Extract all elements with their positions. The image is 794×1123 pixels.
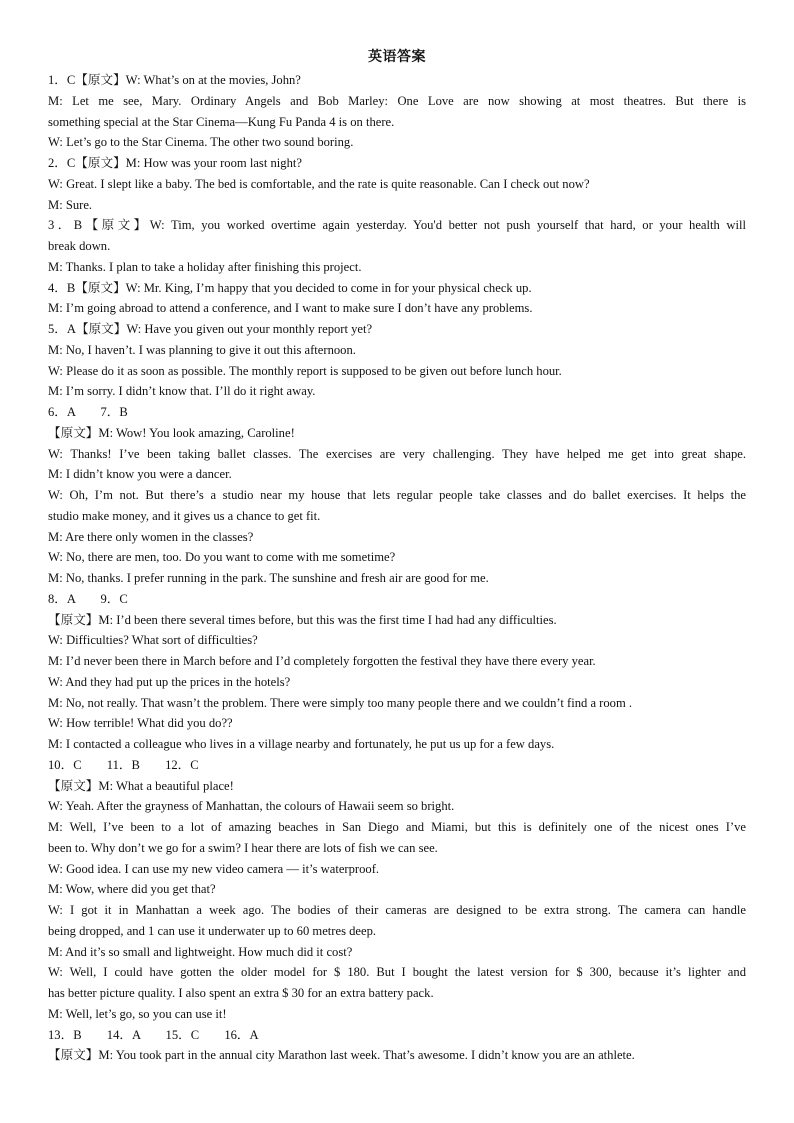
text-line: M: No, I haven’t. I was planning to give it out this afternoon. bbox=[48, 342, 356, 357]
text-line: M: Sure. bbox=[48, 197, 93, 212]
text-line: W: Yeah. After the grayness of Manhattan, the colours of Hawaii seem so bright. bbox=[48, 799, 455, 814]
text-line: W: Please do it as soon as possible. The monthly report is supposed to be given out before lunch hour. bbox=[48, 363, 562, 378]
text-line: W: Let’s go to the Star Cinema. The other two sound boring. bbox=[48, 135, 354, 150]
text-line: 3．B【原文】W: Tim, you worked overtime again yesterday. You'd better not push yourself that hard, or your health will bbox=[48, 218, 746, 233]
answer-text bbox=[48, 70, 746, 1066]
text-line: 【原文】M: You took part in the annual city Marathon last week. That’s awesome. I didn’t know you are an athlete. bbox=[48, 1048, 635, 1063]
text-line: 13．B 14．A 15．C 16．A bbox=[48, 1027, 259, 1042]
text-line: M: No, not really. That wasn’t the problem. There were simply too many people there and we couldn’t find a room . bbox=[48, 695, 633, 710]
text-line: 8．A 9．C bbox=[48, 591, 128, 606]
text-line: has better picture quality. I also spent an extra $ 30 for an extra battery pack. bbox=[48, 986, 434, 1000]
text-line: W: Great. I slept like a baby. The bed is comfortable, and the rate is quite reasonable. Can I check out now? bbox=[48, 176, 590, 191]
text-line: studio make money, and it gives us a chance to get fit. bbox=[48, 508, 321, 523]
text-line: M: Are there only women in the classes? bbox=[48, 529, 254, 544]
text-line: M: I’d never been there in March before and I’d completely forgotten the festival they have there every year. bbox=[48, 654, 596, 668]
text-line: break down. bbox=[48, 239, 111, 253]
text-line: 5．A【原文】W: Have you given out your monthly report yet? bbox=[48, 322, 373, 336]
text-line: 【原文】M: I’d been there several times before, but this was the first time I had had any difficulties. bbox=[48, 612, 557, 627]
text-line: M: Let me see, Mary. Ordinary Angels and Bob Marley: One Love are now showing at most theatres. But there is bbox=[48, 93, 746, 108]
text-line: M: And it’s so small and lightweight. How much did it cost? bbox=[48, 944, 353, 959]
text-line: M: Thanks. I plan to take a holiday after finishing this project. bbox=[48, 259, 362, 274]
text-line: 6．A 7．B bbox=[48, 405, 128, 419]
page-title: 英语答案 bbox=[368, 49, 426, 65]
text-line: M: I’m going abroad to attend a conference, and I want to make sure I don’t have any problems. bbox=[48, 301, 533, 316]
text-line: 10．C 11．B 12．C bbox=[48, 757, 199, 772]
text-line: W: Well, I could have gotten the older model for $ 180. But I bought the latest version for $ 300, because it’s lighter and bbox=[48, 965, 746, 980]
text-line: W: How terrible! What did you do?? bbox=[48, 716, 233, 731]
text-line: being dropped, and 1 can use it underwater up to 60 metres deep. bbox=[48, 923, 377, 938]
text-line: something special at the Star Cinema—Kung Fu Panda 4 is on there. bbox=[48, 114, 395, 129]
text-line: M: I’m sorry. I didn’t know that. I’ll do it right away. bbox=[48, 384, 316, 399]
text-line: W: Oh, I’m not. But there’s a studio near my house that lets regular people take classes and do ballet exercises. It helps the bbox=[48, 488, 746, 502]
text-line: 2．C【原文】M: How was your room last night? bbox=[48, 156, 302, 170]
text-line: M: Wow, where did you get that? bbox=[48, 882, 216, 897]
text-line: W: No, there are men, too. Do you want to come with me sometime? bbox=[48, 550, 396, 565]
text-line: W: Difficulties? What sort of difficulties? bbox=[48, 633, 258, 648]
text-line: 【原文】M: What a beautiful place! bbox=[48, 778, 234, 793]
text-line: been to. Why don’t we go for a swim? I hear there are lots of fish we can see. bbox=[48, 840, 438, 855]
text-line: M: No, thanks. I prefer running in the park. The sunshine and fresh air are good for me. bbox=[48, 571, 489, 585]
text-line: M: Well, let’s go, so you can use it! bbox=[48, 1006, 227, 1021]
text-line: M: I contacted a colleague who lives in a village nearby and fortunately, he put us up for a few days. bbox=[48, 737, 555, 751]
text-line: 4．B【原文】W: Mr. King, I’m happy that you decided to come in for your physical check up. bbox=[48, 280, 532, 295]
text-line: 【原文】M: Wow! You look amazing, Caroline! bbox=[48, 425, 295, 440]
text-line: M: Well, I’ve been to a lot of amazing beaches in San Diego and Miami, but this is definitely one of the nicest ones I’ve bbox=[48, 820, 746, 834]
text-line: W: And they had put up the prices in the hotels? bbox=[48, 674, 291, 689]
text-line: W: I got it in Manhattan a week ago. The bodies of their cameras are designed to be extra strong. The camera can handle bbox=[48, 903, 746, 917]
text-line: 1．C【原文】W: What’s on at the movies, John? bbox=[48, 73, 301, 87]
text-line: W: Thanks! I’ve been taking ballet classes. The exercises are very challenging. They have helped me get into great shape. bbox=[48, 446, 746, 461]
text-line: M: I didn’t know you were a dancer. bbox=[48, 467, 232, 482]
text-line: W: Good idea. I can use my new video camera — it’s waterproof. bbox=[48, 861, 380, 876]
